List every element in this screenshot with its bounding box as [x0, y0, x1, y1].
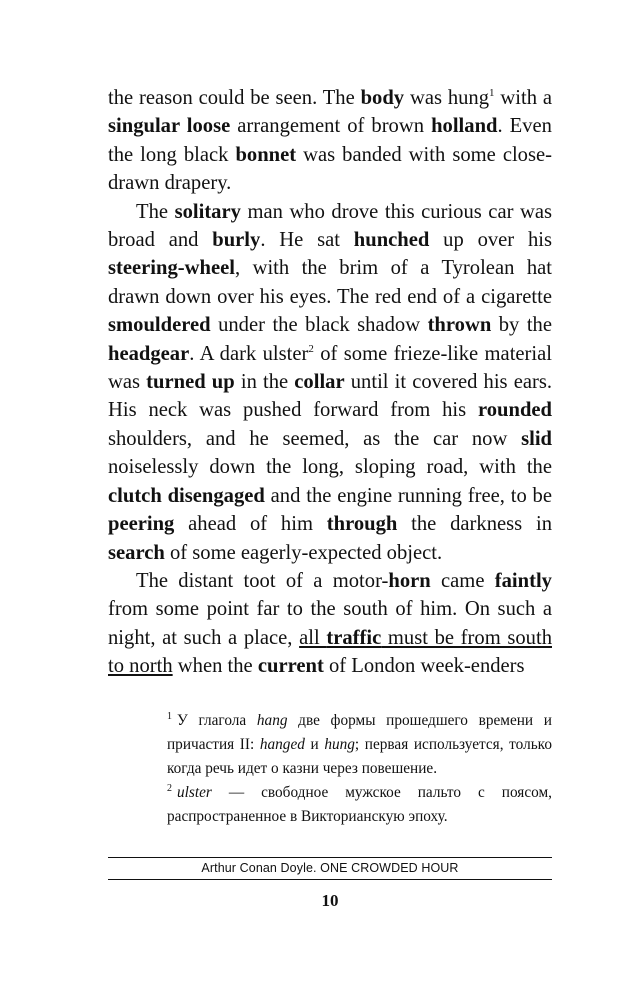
- vocab-word: turned up: [146, 371, 235, 394]
- running-title: Arthur Conan Doyle. ONE CROWDED HOUR: [201, 861, 459, 875]
- vocab-word: horn: [388, 569, 431, 592]
- paragraph-3: [108, 567, 552, 681]
- text-run: noiselessly down the long, sloping road, with the: [108, 456, 552, 479]
- footnotes: [167, 709, 552, 829]
- footnote-1: [167, 709, 552, 781]
- text-run: from some point far to the south of him. On such a night, at such a place,: [108, 598, 552, 649]
- text-run: and the engine running free, to be: [264, 484, 552, 507]
- vocab-word: rounded: [477, 399, 552, 422]
- text-run: when the: [172, 655, 258, 678]
- text-run: up over his: [429, 229, 553, 252]
- footnote-text: две формы прошедшего времени и причастия II:: [167, 712, 552, 753]
- vocab-word: slid: [521, 427, 552, 450]
- vocab-word: thrown: [427, 314, 492, 337]
- vocab-word: current: [257, 655, 324, 678]
- footnote-term: hanged: [259, 736, 305, 753]
- vocab-word: faintly: [494, 569, 552, 592]
- text-run: ahead of him: [174, 513, 327, 536]
- text-run: by the: [491, 314, 552, 337]
- text-run: under the black shadow: [210, 314, 428, 337]
- footnote-text: У глагола: [177, 712, 257, 729]
- vocab-word: through: [326, 513, 398, 536]
- footnote-text: и: [304, 736, 325, 753]
- paragraph-1: [108, 84, 552, 198]
- vocab-word: hunched: [353, 229, 430, 252]
- text-run: with a: [494, 87, 552, 109]
- vocab-word: collar: [294, 371, 345, 394]
- text-run: was hung: [404, 87, 490, 109]
- vocab-word: holland: [431, 115, 498, 138]
- text-run: in the: [234, 371, 295, 394]
- footer-rule-bottom: [108, 879, 552, 880]
- text-run: all: [299, 626, 327, 649]
- vocab-word: headgear: [108, 342, 190, 365]
- text-run: of some frieze-like material was: [108, 342, 552, 394]
- text-run: of some eagerly-expected object.: [164, 541, 443, 564]
- footer-rule-top: [108, 857, 552, 858]
- text-run: The: [136, 200, 175, 223]
- footnote-2: [167, 781, 552, 829]
- vocab-word: peering: [108, 513, 175, 536]
- text-run: man who drove this curious car was broad and: [108, 200, 552, 252]
- text-run: came: [430, 569, 495, 592]
- text-run: shoulders, and he seemed, as the car now: [108, 427, 522, 450]
- text-run: arrangement of brown: [230, 115, 432, 138]
- text-run: The distant toot of a motor-: [136, 569, 389, 592]
- vocab-word: traffic: [326, 626, 382, 649]
- vocab-word: search: [108, 541, 165, 564]
- main-text: [108, 84, 552, 681]
- paragraph-2: [108, 198, 552, 567]
- vocab-word: steering-wheel: [108, 257, 235, 280]
- vocab-word: bonnet: [235, 143, 297, 166]
- text-run: must be from south to north: [108, 626, 552, 678]
- page-number: 10: [321, 891, 339, 910]
- footnote-ref: 2: [308, 342, 314, 355]
- footnote-text: ; первая используется, только когда речь идет о казни через повешение.: [167, 736, 552, 777]
- vocab-word: body: [360, 87, 405, 109]
- text-run: , with the brim of a Tyrolean hat drawn down over his eyes. The red end of a cigarette: [108, 257, 552, 308]
- footnote-term: hung: [324, 736, 355, 753]
- text-run: the reason could be seen. The: [108, 87, 361, 109]
- footnote-ref: 1: [489, 87, 495, 100]
- vocab-word: singular loose: [108, 115, 231, 138]
- text-run: the darkness in: [397, 513, 552, 536]
- footnote-term: ulster: [177, 784, 212, 801]
- text-run: . He sat: [260, 229, 354, 252]
- vocab-word: smouldered: [108, 314, 211, 337]
- footnote-term: hang: [256, 712, 288, 729]
- text-run: . Even the long black: [108, 115, 552, 166]
- text-run: of London week-enders: [323, 655, 525, 678]
- footnote-marker: 1: [167, 710, 172, 722]
- footnote-marker: 2: [167, 782, 172, 794]
- footnote-text: — свободное мужское пальто с поясом, распространенное в Викторианскую эпоху.: [167, 784, 552, 825]
- vocab-word: burly: [212, 229, 261, 252]
- text-run: until it covered his ears. His neck was pushed forward from his: [108, 371, 552, 422]
- text-run: . A dark ulster: [189, 342, 309, 365]
- vocab-word: solitary: [174, 200, 241, 223]
- vocab-word: clutch disengaged: [108, 484, 265, 507]
- text-run: was banded with some close-drawn drapery.: [108, 143, 552, 195]
